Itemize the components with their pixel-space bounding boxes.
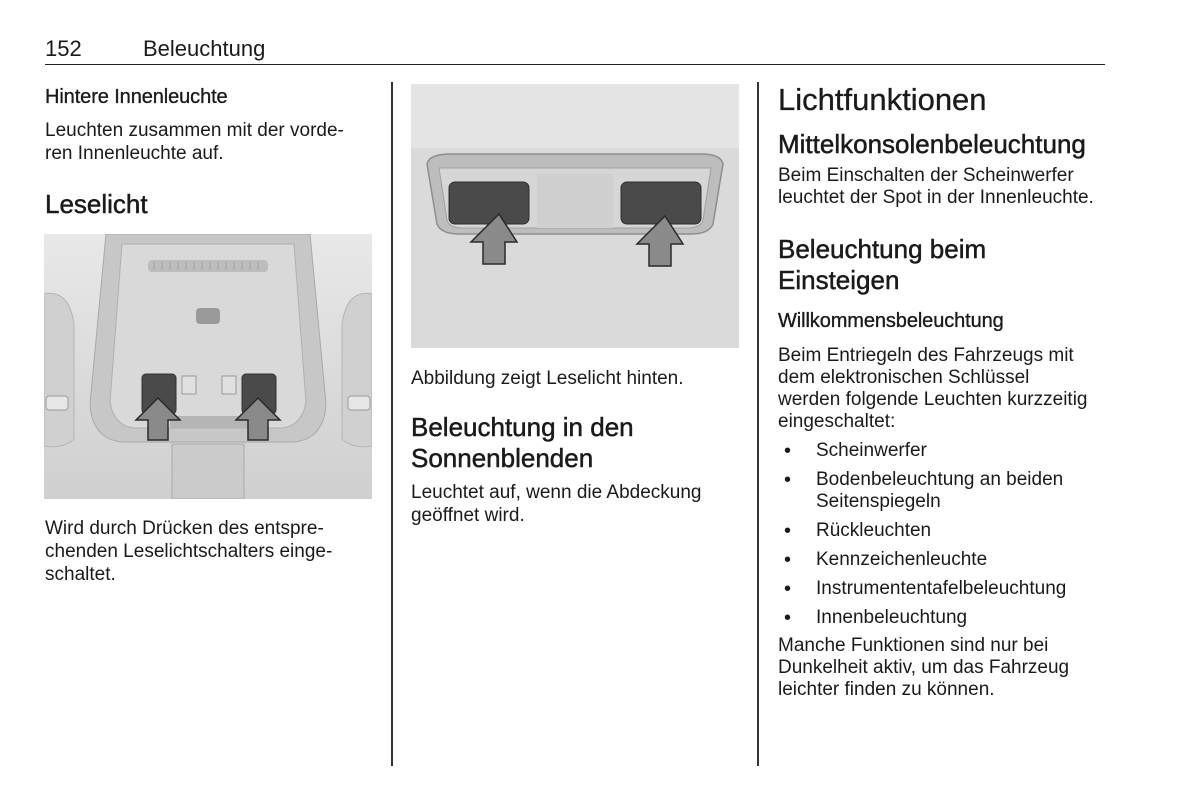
section-subheading: Hintere Innenleuchte: [45, 86, 228, 108]
list-item: • Kennzeichenleuchte: [778, 549, 1108, 571]
list-item: • Instrumententafelbeleuchtung: [778, 578, 1108, 600]
list-item: • Rückleuchten: [778, 520, 1108, 542]
paragraph: Manche Funktionen sind nur bei Dunkelheit aktiv, um das Fahrzeug leichter finden zu können.: [778, 635, 1070, 700]
section-heading: Beleuchtung in den Sonnenblenden: [411, 412, 634, 473]
section-subheading: Willkommensbeleuchtung: [778, 310, 1004, 332]
figure-caption: Abbildung zeigt Leselicht hinten.: [411, 368, 684, 389]
bullet-list: [778, 440, 1108, 629]
column-1: [45, 82, 380, 220]
column-divider: [391, 82, 393, 766]
section-heading: Mittelkonsolenbeleuchtung: [778, 129, 1086, 159]
column-3: [778, 82, 1108, 701]
overhead-console-figure: [44, 234, 372, 499]
section-heading: Leselicht: [45, 189, 148, 219]
paragraph: Leuchten zusammen mit der vorde- ren Innenleuchte auf.: [45, 120, 344, 164]
paragraph: Leuchtet auf, wenn die Abdeckung geöffnet wird.: [411, 482, 702, 526]
chapter-title: Lichtfunktionen: [778, 82, 987, 117]
list-item: • Innenbeleuchtung: [778, 607, 1108, 629]
column-divider: [757, 82, 759, 766]
rear-reading-light-illustration: [411, 84, 739, 348]
page-header: [45, 34, 1105, 65]
figure-caption: Wird durch Drücken des entspre- chenden Leselichtschalters einge- schaltet.: [45, 518, 333, 585]
paragraph: Beim Einschalten der Scheinwerfer leuchtet der Spot in der Innenleuchte.: [778, 165, 1094, 208]
list-item: • Scheinwerfer: [778, 440, 1108, 462]
list-item: • Bodenbeleuchtung an beiden Seitenspiegeln: [778, 469, 1108, 513]
rear-reading-light-figure: [411, 84, 739, 348]
page-number: 152: [45, 36, 82, 61]
page-title: Beleuchtung: [143, 36, 266, 61]
column-2: [411, 367, 746, 527]
section-heading: Beleuchtung beim Einsteigen: [778, 234, 987, 295]
overhead-console-illustration: [44, 234, 372, 499]
paragraph: Beim Entriegeln des Fahrzeugs mit dem elektronischen Schlüssel werden folgende Leuchten kurzzeitig eingeschaltet:: [778, 345, 1088, 432]
